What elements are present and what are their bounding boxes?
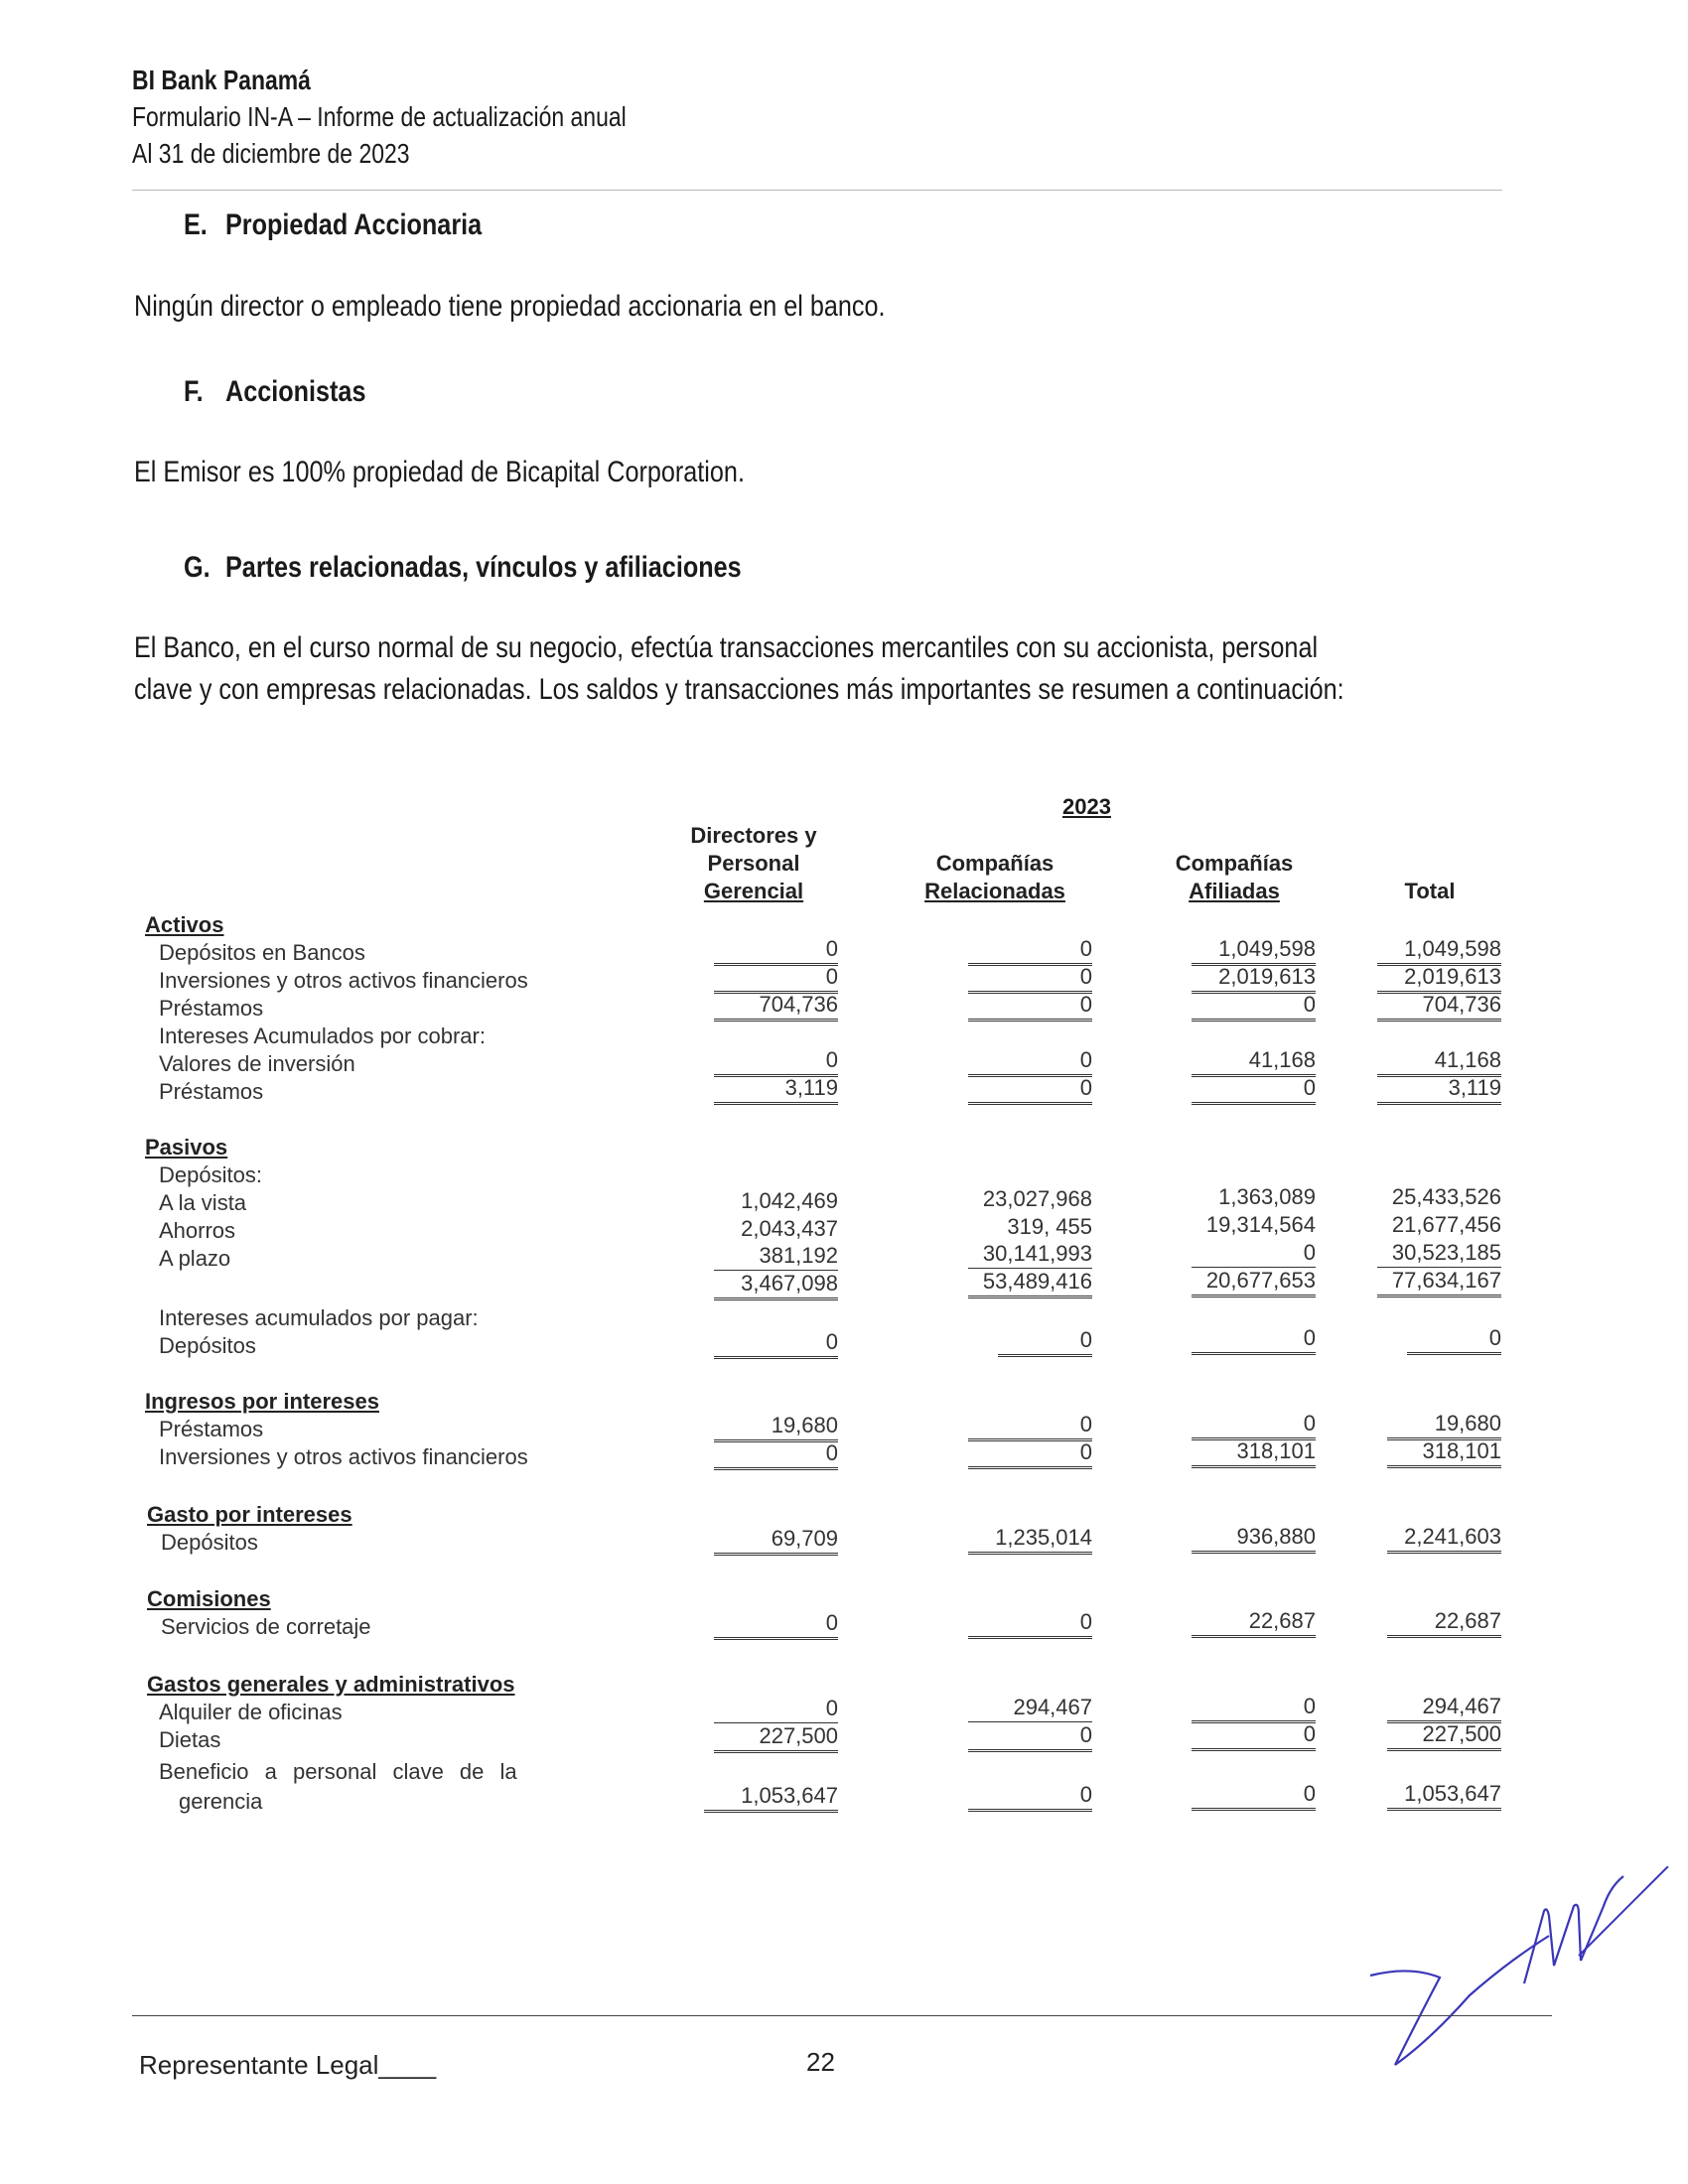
- section-f-letter: F.: [184, 375, 204, 408]
- category-activos: Activos: [145, 912, 224, 937]
- cell: 1,042,469: [741, 1188, 838, 1213]
- cell: 0: [714, 1695, 838, 1723]
- legal-representative-label: Representante Legal____: [139, 2050, 437, 2080]
- category-pasivos: Pasivos: [145, 1135, 228, 1160]
- col-header-total: [1321, 878, 1539, 905]
- cell: 0: [714, 1609, 838, 1640]
- cell: 0: [968, 1721, 1092, 1752]
- cell: 0: [968, 935, 1092, 966]
- row-label: gerencia: [179, 1789, 263, 1814]
- cell: 1,053,647: [704, 1782, 838, 1813]
- signature-mark: [1350, 1866, 1678, 2115]
- section-e-text: Ningún director o empleado tiene propiedad accionaria en el banco.: [134, 290, 886, 323]
- cell: 704,736: [1377, 991, 1501, 1022]
- cell: 227,500: [714, 1722, 838, 1753]
- cell: 1,053,647: [1387, 1780, 1501, 1811]
- category-ingresos: Ingresos por intereses: [145, 1389, 379, 1414]
- cell: 2,241,603: [1387, 1523, 1501, 1554]
- cell: 0: [714, 1439, 838, 1470]
- cell: 319, 455: [1007, 1214, 1092, 1239]
- cell: 1,049,598: [1377, 935, 1501, 966]
- cell: 0: [968, 1046, 1092, 1077]
- col2-line1: Compañías: [935, 851, 1055, 876]
- cell: 0: [998, 1326, 1092, 1357]
- cell: 3,119: [714, 1074, 838, 1105]
- cell: 0: [968, 1074, 1092, 1105]
- col1-line3: Gerencial: [703, 879, 804, 903]
- cell: 318,101: [1387, 1437, 1501, 1468]
- category-gasto: Gasto por intereses: [147, 1502, 352, 1527]
- cell: 0: [968, 963, 1092, 994]
- cell: 0: [1192, 1324, 1316, 1355]
- row-label: Ahorros: [159, 1218, 236, 1243]
- col1-line1: Directores y: [690, 823, 817, 848]
- cell: 0: [1192, 1720, 1316, 1751]
- cell: 2,019,613: [1377, 963, 1501, 994]
- cell: 21,677,456: [1391, 1212, 1501, 1237]
- cell: 0: [1192, 991, 1316, 1022]
- section-f-title: Accionistas: [225, 375, 366, 408]
- row-label: A plazo: [159, 1246, 231, 1271]
- cell: 0: [968, 1608, 1092, 1639]
- row-label: Depósitos: [161, 1530, 258, 1555]
- cell: 294,467: [1387, 1693, 1501, 1723]
- col-header-afiliadas: [1125, 850, 1343, 905]
- cell: 0: [1192, 1693, 1316, 1723]
- cell: 0: [714, 935, 838, 966]
- cell: 0: [714, 1328, 838, 1359]
- cell: 41,168: [1192, 1046, 1316, 1077]
- row-label: Depósitos en Bancos: [159, 940, 365, 965]
- category-comisiones: Comisiones: [147, 1586, 271, 1611]
- page-number: 22: [806, 2047, 835, 2077]
- cell: 1,363,089: [1218, 1184, 1316, 1209]
- cell: 1,235,014: [968, 1524, 1092, 1555]
- row-label: Intereses acumulados por pagar:: [159, 1305, 479, 1330]
- row-label: Servicios de corretaje: [161, 1614, 371, 1639]
- cell: 227,500: [1387, 1720, 1501, 1751]
- row-label: Intereses Acumulados por cobrar:: [159, 1024, 486, 1048]
- cell: 0: [714, 963, 838, 994]
- subtotal-cell: 53,489,416: [968, 1268, 1092, 1298]
- col2-line2: Relacionadas: [924, 879, 1065, 903]
- cell: 0: [1192, 1410, 1316, 1440]
- cell: 0: [1192, 1074, 1316, 1105]
- section-g-text-line1: El Banco, en el curso normal de su negocio, efectúa transacciones mercantiles con su accionista, personal: [134, 631, 1319, 664]
- row-label: A la vista: [159, 1190, 247, 1215]
- cell: 381,192: [714, 1242, 838, 1271]
- row-label: Depósitos: [159, 1333, 256, 1358]
- section-e-letter: E.: [184, 208, 208, 241]
- row-label: Alquiler de oficinas: [159, 1700, 343, 1724]
- col4-line1: Total: [1404, 879, 1456, 903]
- col1-line2: Personal: [707, 851, 800, 876]
- row-label: Inversiones y otros activos financieros: [159, 1444, 528, 1469]
- header-divider: [132, 190, 1502, 191]
- cell: 2,043,437: [741, 1216, 838, 1241]
- col3-line2: Afiliadas: [1189, 879, 1280, 903]
- cell: 41,168: [1377, 1046, 1501, 1077]
- cell: 0: [968, 1411, 1092, 1441]
- cell: 3,119: [1377, 1074, 1501, 1105]
- cell: 30,523,185: [1377, 1239, 1501, 1268]
- section-f-heading: [184, 375, 365, 409]
- cell: 2,019,613: [1192, 963, 1316, 994]
- row-label: Valores de inversión: [159, 1051, 355, 1076]
- col3-line1: Compañías: [1175, 851, 1294, 876]
- section-g-heading: [184, 551, 742, 585]
- section-g-text-line2: clave y con empresas relacionadas. Los saldos y transacciones más importantes se resumen a continuación:: [134, 673, 1344, 706]
- col-header-directores: [644, 822, 863, 905]
- cell: 294,467: [968, 1694, 1092, 1722]
- cell: 0: [1407, 1324, 1501, 1355]
- subtotal-cell: 3,467,098: [714, 1270, 838, 1300]
- cell: 25,433,526: [1391, 1184, 1501, 1209]
- row-label: Préstamos: [159, 996, 264, 1021]
- cell: 22,687: [1192, 1607, 1316, 1638]
- row-label: Depósitos:: [159, 1162, 262, 1187]
- subtotal-cell: 20,677,653: [1192, 1267, 1316, 1297]
- form-title: Formulario IN-A – Informe de actualización anual: [132, 101, 627, 132]
- footer-divider: [132, 2015, 1552, 2016]
- cell: 0: [714, 1046, 838, 1077]
- cell: 318,101: [1192, 1437, 1316, 1468]
- cell: 0: [968, 991, 1092, 1022]
- cell: 19,680: [714, 1412, 838, 1442]
- cell: 23,027,968: [982, 1186, 1092, 1211]
- section-e-heading: [184, 208, 482, 242]
- cell: 19,314,564: [1205, 1212, 1316, 1237]
- cell: 0: [968, 1781, 1092, 1812]
- row-label: Inversiones y otros activos financieros: [159, 968, 528, 993]
- subtotal-cell: 77,634,167: [1377, 1267, 1501, 1297]
- category-gastos-generales: Gastos generales y administrativos: [147, 1672, 515, 1697]
- cell: 30,141,993: [968, 1240, 1092, 1269]
- cell: 69,709: [714, 1525, 838, 1556]
- cell: 1,049,598: [1192, 935, 1316, 966]
- section-g-title: Partes relacionadas, vínculos y afiliaciones: [225, 551, 742, 584]
- cell: 19,680: [1387, 1410, 1501, 1440]
- row-label: Beneficio a personal clave de la: [159, 1759, 517, 1784]
- cell: 936,880: [1192, 1523, 1316, 1554]
- cell: 22,687: [1387, 1607, 1501, 1638]
- bank-name: BI Bank Panamá: [132, 65, 311, 95]
- report-date: Al 31 de diciembre de 2023: [132, 138, 410, 169]
- cell: 0: [1192, 1780, 1316, 1811]
- cell: 0: [1192, 1239, 1316, 1268]
- table-year: 2023: [1062, 794, 1111, 819]
- row-label: Préstamos: [159, 1417, 264, 1441]
- section-g-letter: G.: [184, 551, 211, 584]
- col-header-relacionadas: [886, 850, 1104, 905]
- document-header: [132, 62, 627, 172]
- section-e-title: Propiedad Accionaria: [225, 208, 483, 241]
- section-f-text: El Emisor es 100% propiedad de Bicapital Corporation.: [134, 456, 745, 488]
- cell: 704,736: [714, 991, 838, 1022]
- cell: 0: [968, 1438, 1092, 1469]
- row-label: Préstamos: [159, 1079, 264, 1104]
- row-label: Dietas: [159, 1727, 221, 1752]
